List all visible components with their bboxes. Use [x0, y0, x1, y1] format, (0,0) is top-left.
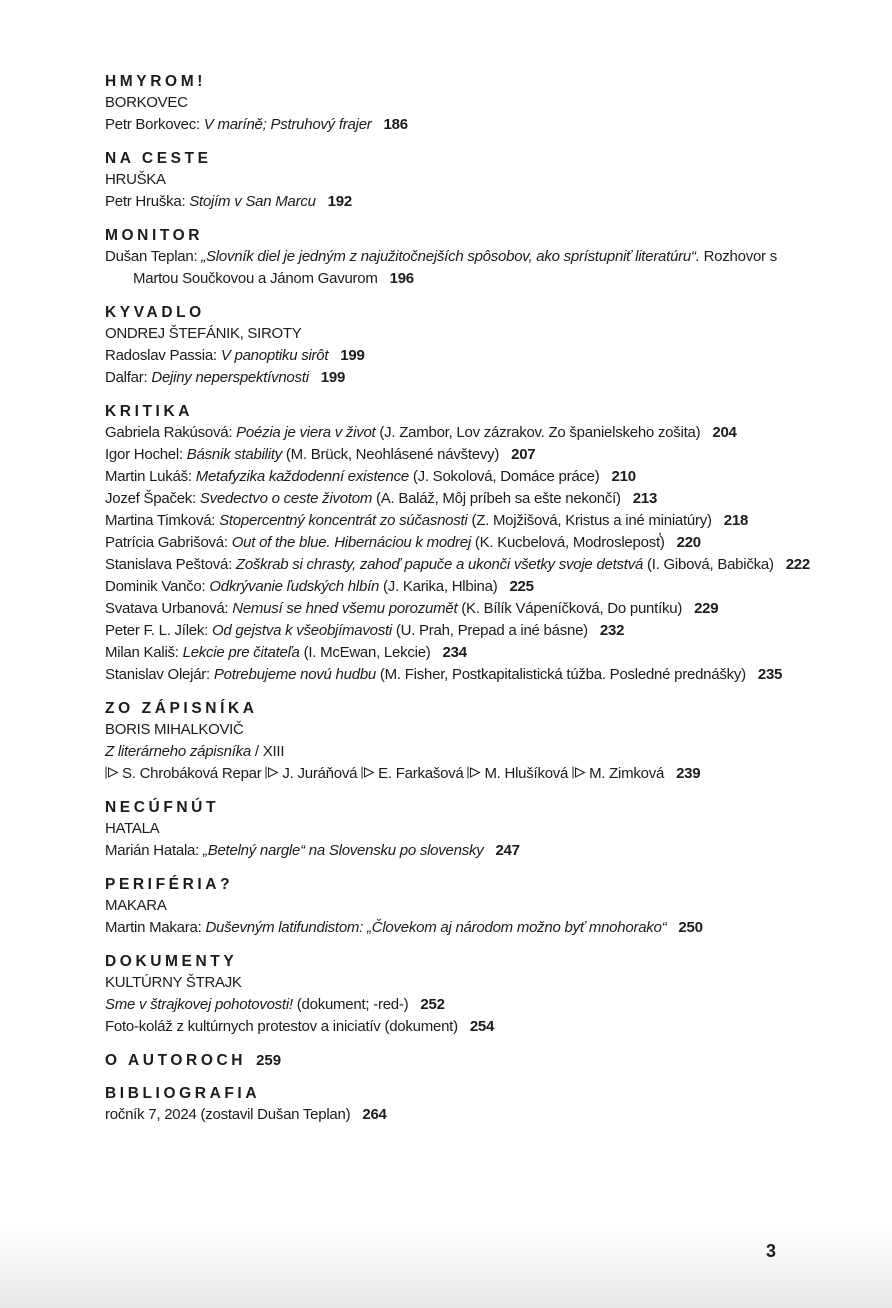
table-of-contents: [105, 72, 810, 1139]
section-subtitle: BORKOVEC: [105, 94, 188, 111]
entry-author: Jozef Špaček:: [105, 490, 200, 507]
section-subtitle: KULTÚRNY ŠTRAJK: [105, 974, 242, 991]
toc-entry[interactable]: [105, 576, 810, 598]
entry-title: Stojím v San Marcu: [189, 193, 316, 210]
entry-page: 199: [340, 347, 365, 364]
contributor-name: E. Farkašová: [378, 765, 464, 782]
section-necufnut: [105, 798, 810, 862]
entry-author: Gabriela Rakúsová:: [105, 424, 237, 441]
section-subtitle: BORIS MIHALKOVIČ: [105, 721, 244, 738]
section-subtitle: ONDREJ ŠTEFÁNIK, SIROTY: [105, 325, 302, 342]
toc-entry[interactable]: [105, 345, 810, 367]
entry-author: Dalfar:: [105, 369, 152, 386]
section-title: NA CESTE: [105, 150, 212, 167]
entry-note: Rozhovor s Martou Součkovou a Jánom Gavurom: [133, 248, 777, 287]
entry-note: (K. Kucbelová, Modroslepost̕): [470, 534, 665, 551]
toc-entry[interactable]: [105, 1104, 810, 1126]
entry-note: (K. Bílík Vápeníčková, Do puntíku): [457, 600, 683, 617]
toc-entry[interactable]: [105, 510, 810, 532]
entry-title: Metafyzika každodenní existence: [195, 468, 409, 485]
toc-entry[interactable]: [105, 554, 810, 576]
section-title: O AUTOROCH: [105, 1052, 247, 1069]
entry-author: Patrícia Gabrišová:: [105, 534, 232, 551]
entry-title: „Betelný nargle“ na Slovensku po slovensky: [202, 842, 484, 859]
bar-triangle-right-icon: [572, 764, 586, 777]
section-title: MONITOR: [105, 227, 204, 244]
entry-author: Stanislava Peštová:: [105, 556, 236, 573]
entry-note: Foto-koláž z kultúrnych protestov a iniciatív (dokument): [105, 1018, 458, 1035]
section-hmyrom: [105, 72, 810, 136]
entry-title: Stopercentný koncentrát zo súčasnosti: [219, 512, 468, 529]
entry-page: 264: [362, 1106, 387, 1123]
entry-title: Duševným latifundistom: „Človekom aj národom možno byť mnohorako“: [205, 919, 667, 936]
entry-author: Igor Hochel:: [105, 446, 187, 463]
toc-entry[interactable]: [105, 840, 810, 862]
toc-entry[interactable]: [105, 741, 810, 763]
entry-author: Marián Hatala:: [105, 842, 203, 859]
entry-page: 196: [389, 270, 414, 287]
section-kritika: [105, 402, 810, 686]
toc-entry[interactable]: [105, 620, 810, 642]
section-bibliografia: [105, 1084, 810, 1126]
section-title: HMYROM!: [105, 73, 206, 90]
contributor-name: S. Chrobáková Repar: [122, 765, 262, 782]
entry-page: 229: [694, 600, 719, 617]
toc-entry[interactable]: [105, 466, 810, 488]
contributor-name: M. Hlušíková: [484, 765, 569, 782]
entry-page: 199: [320, 369, 346, 386]
bar-triangle-right-icon: [361, 764, 375, 777]
section-na-ceste: [105, 149, 810, 213]
section-monitor: [105, 226, 810, 290]
section-subtitle: HATALA: [105, 820, 160, 837]
toc-entry[interactable]: [105, 367, 810, 389]
entry-note: / XIII: [251, 743, 285, 760]
bar-triangle-right-icon: [105, 764, 119, 777]
section-title: PERIFÉRIA?: [105, 876, 234, 893]
entry-page: 186: [383, 116, 408, 133]
section-zo-zapisnika: [105, 699, 810, 785]
entry-author: Martin Lukáš:: [105, 468, 196, 485]
entry-author: Martin Makara:: [105, 919, 206, 936]
entry-page: 213: [632, 490, 658, 507]
entry-title: Nemusí se hned všemu porozumět: [232, 600, 458, 617]
entry-title: Od gejstva k všeobjímavosti: [211, 622, 392, 639]
entry-title: V panoptiku sirôt: [220, 347, 329, 364]
entry-page: 232: [599, 622, 625, 639]
toc-entry[interactable]: [105, 246, 810, 290]
entry-page: 192: [327, 193, 352, 210]
entry-note: (dokument; -red-): [292, 996, 409, 1013]
toc-entry[interactable]: [105, 488, 810, 510]
toc-entry[interactable]: [105, 994, 810, 1016]
entry-page: 207: [511, 446, 536, 463]
entry-page: 252: [420, 996, 445, 1013]
toc-entry[interactable]: [105, 642, 810, 664]
entry-title: Svedectvo o ceste životom: [199, 490, 373, 507]
section-title: DOKUMENTY: [105, 953, 238, 970]
entry-note: (U. Prah, Prepad a iné básne): [391, 622, 588, 639]
section-title: KYVADLO: [105, 304, 205, 321]
toc-entry[interactable]: [105, 917, 810, 939]
entry-author: Dušan Teplan:: [105, 248, 202, 265]
section-title: KRITIKA: [105, 403, 194, 420]
contributors-line[interactable]: [105, 763, 810, 785]
entry-author: Radoslav Passia:: [105, 347, 221, 364]
toc-entry[interactable]: [105, 664, 810, 686]
entry-page: 254: [469, 1018, 495, 1035]
bar-triangle-right-icon: [467, 764, 481, 777]
entry-page: 247: [495, 842, 520, 859]
entry-page: 204: [712, 424, 737, 441]
entry-note: (J. Zambor, Lov zázrakov. Zo španielskeho zošita): [375, 424, 701, 441]
section-title: BIBLIOGRAFIA: [105, 1085, 261, 1102]
section-title: NECÚFNÚT: [105, 799, 220, 816]
entry-author: Milan Kališ:: [105, 644, 183, 661]
section-o-autoroch[interactable]: [105, 1051, 810, 1071]
section-title: ZO ZÁPISNÍKA: [105, 700, 258, 717]
entry-author: Petr Borkovec:: [105, 116, 204, 133]
entry-author: Stanislav Olejár:: [105, 666, 214, 683]
entry-author: Martina Timková:: [105, 512, 220, 529]
section-kyvadlo: [105, 303, 810, 389]
entry-note: (M. Fisher, Postkapitalistická túžba. Posledné prednášky): [376, 666, 746, 683]
entry-note: (A. Baláž, Môj príbeh sa ešte nekončí): [372, 490, 621, 507]
contributor-name: M. Zimková: [589, 765, 665, 782]
toc-entry[interactable]: [105, 191, 810, 213]
entry-title: Odkrývanie ľudských hlbín: [209, 578, 380, 595]
entry-note: (J. Karika, Hlbina): [379, 578, 498, 595]
entry-page: 220: [676, 534, 701, 551]
entry-author: Peter F. L. Jílek:: [105, 622, 212, 639]
contributor-name: J. Juráňová: [282, 765, 358, 782]
toc-entry[interactable]: [105, 598, 810, 620]
toc-entry[interactable]: [105, 444, 810, 466]
entry-page: 234: [442, 644, 467, 661]
entry-author: Petr Hruška:: [105, 193, 190, 210]
toc-entry[interactable]: [105, 532, 810, 554]
entry-title: „Slovník diel je jedným z najužitočnejších spôsobov, ako sprístupniť literatúru“.: [201, 248, 700, 265]
entry-page: 235: [757, 666, 783, 683]
entry-title: Sme v štrajkovej pohotovosti!: [105, 996, 293, 1013]
entry-title: Potrebujeme novú hudbu: [213, 666, 377, 683]
entry-note: (J. Sokolová, Domáce práce): [408, 468, 600, 485]
entry-title: Lekcie pre čitateľa: [182, 644, 300, 661]
entry-page: 250: [678, 919, 703, 936]
entry-page: 259: [256, 1052, 282, 1069]
page-number: 3: [766, 1241, 777, 1261]
entry-title: Dejiny neperspektívnosti: [151, 369, 309, 386]
entry-page: 218: [723, 512, 749, 529]
entry-note: (M. Brück, Neohlásené návštevy): [282, 446, 500, 463]
section-title-with-page: [105, 1051, 810, 1071]
entry-title: Z literárneho zápisníka: [105, 743, 251, 760]
toc-entry[interactable]: [105, 422, 810, 444]
entry-page: 222: [785, 556, 810, 573]
entry-note: (Z. Mojžišová, Kristus a iné miniatúry): [467, 512, 712, 529]
entry-note: ročník 7, 2024 (zostavil Dušan Teplan): [105, 1106, 351, 1123]
entry-author: Dominik Vančo:: [105, 578, 210, 595]
entry-note: (I. McEwan, Lekcie): [299, 644, 431, 661]
toc-entry[interactable]: [105, 114, 810, 136]
entry-page: 225: [509, 578, 534, 595]
entry-title: V maríně; Pstruhový frajer: [203, 116, 372, 133]
entry-title: Out of the blue. Hibernáciou k modrej: [231, 534, 471, 551]
section-periferia: [105, 875, 810, 939]
entry-page: 239: [676, 765, 701, 782]
section-dokumenty: [105, 952, 810, 1038]
section-subtitle: MAKARA: [105, 897, 167, 914]
entry-title: Básnik stability: [186, 446, 283, 463]
entry-note: (I. Gibová, Babička): [643, 556, 774, 573]
entry-title: Zoškrab si chrasty, zahoď papuče a ukonči všetky svoje detstvá: [235, 556, 644, 573]
section-subtitle: HRUŠKA: [105, 171, 166, 188]
entry-page: 210: [611, 468, 636, 485]
toc-entry[interactable]: [105, 1016, 810, 1038]
entry-author: Svatava Urbanová:: [105, 600, 233, 617]
entry-title: Poézia je viera v život: [236, 424, 376, 441]
bar-triangle-right-icon: [265, 764, 279, 777]
kritika-entry-list: [105, 422, 810, 686]
